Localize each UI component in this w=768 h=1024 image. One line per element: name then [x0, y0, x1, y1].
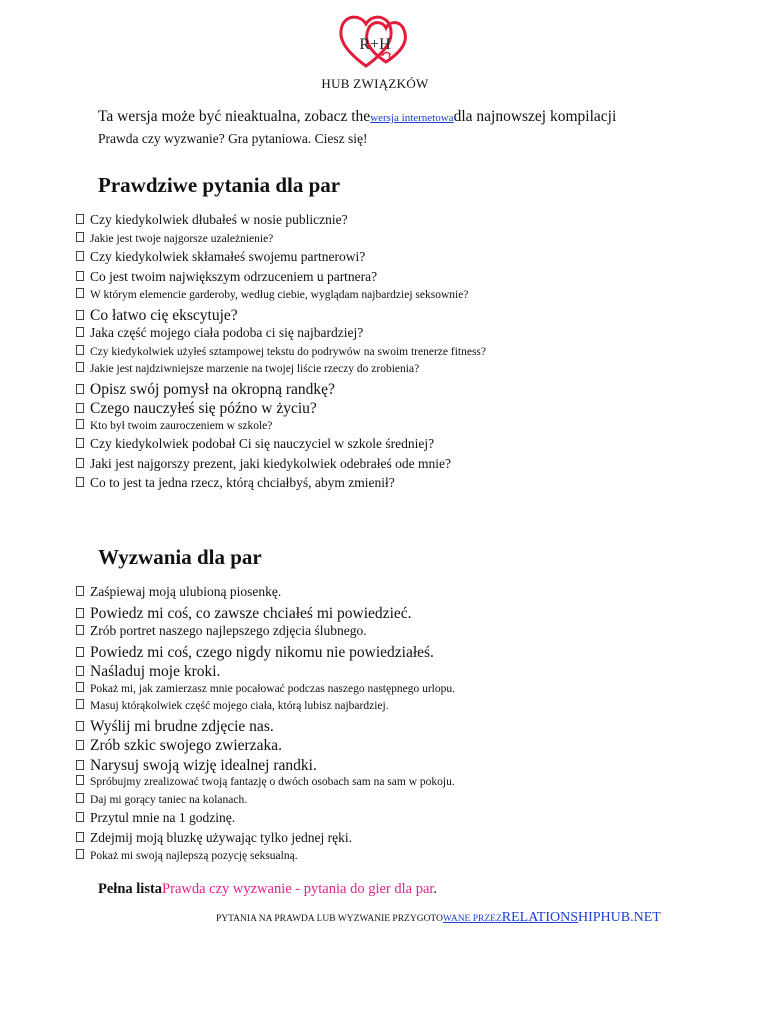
truth-list-item	[76, 232, 486, 250]
checkbox-icon	[76, 721, 84, 731]
truth-item-text: Jakie jest najdziwniejsze marzenie na twojej liście rzeczy do zrobienia?	[90, 363, 420, 375]
dare-item-text: Narysuj swoją wizję idealnej randki.	[90, 756, 317, 774]
checkbox-icon	[76, 438, 84, 448]
footer-site-part1[interactable]: RELATIONS	[501, 910, 578, 925]
logo-name: HUB ZWIĄZKÓW	[321, 76, 429, 91]
truth-item-text: Jaki jest najgorszy prezent, jaki kiedykolwiek odebrałeś ode mnie?	[90, 455, 452, 471]
truth-item-text: Co łatwo cię ekscytuje?	[90, 306, 238, 324]
footer-link-text[interactable]: WANE PRZEZ	[442, 914, 502, 924]
dare-item-text: Zrób szkic swojego zwierzaka.	[90, 737, 282, 754]
dare-item-text: Masuj którąkolwiek część mojego ciała, którą lubisz najbardziej.	[90, 700, 389, 712]
dare-item-text: Przytul mnie na 1 godzinę.	[90, 810, 236, 825]
dare-list-item	[76, 623, 455, 643]
truth-item-text: Jakie jest twoje najgorsze uzależnienie?	[90, 232, 274, 245]
dare-item-text: Powiedz mi coś, co zawsze chciałeś mi powiedzieć.	[90, 604, 412, 622]
truth-list-item	[76, 345, 486, 363]
dare-item-text: Spróbujmy zrealizować twoją fantazję o dwóch osobach sam na sam w pokoju.	[90, 776, 455, 788]
dare-item-text: Wyślij mi brudne zdjęcie nas.	[90, 717, 274, 735]
dare-list-item	[76, 699, 455, 717]
dare-item-text: Daj mi gorący taniec na kolanach.	[90, 793, 248, 806]
dare-list-item	[76, 717, 455, 737]
checkbox-icon	[76, 793, 84, 803]
checkbox-icon	[76, 699, 84, 709]
dare-list-item	[76, 643, 455, 663]
checkbox-icon	[76, 271, 84, 281]
checkbox-icon	[76, 775, 84, 785]
logo	[300, 10, 450, 90]
checkbox-icon	[76, 625, 84, 635]
dare-list-item	[76, 682, 455, 700]
dare-item-text: Naśladuj moje kroki.	[90, 663, 221, 680]
checkbox-icon	[76, 666, 84, 676]
truth-list-item	[76, 419, 486, 437]
checkbox-icon	[76, 214, 84, 224]
full-list-link[interactable]: Prawda czy wyzwanie - pytania do gier dla par	[162, 881, 434, 897]
truth-item-text: Opisz swój pomysł na okropną randkę?	[90, 380, 335, 398]
checkbox-icon	[76, 288, 84, 298]
intro-outdated-notice	[98, 108, 616, 126]
full-list-line	[98, 881, 437, 898]
truth-item-text: Kto był twoim zauroczeniem w szkole?	[90, 419, 273, 432]
truth-item-text: Czy kiedykolwiek dłubałeś w nosie publicznie?	[90, 212, 348, 227]
truth-item-text: Czy kiedykolwiek podobał Ci się nauczyciel w szkole średniej?	[90, 436, 435, 451]
checkbox-icon	[76, 760, 84, 770]
dare-item-text: Zaśpiewaj moją ulubioną piosenkę.	[90, 584, 282, 599]
dare-item-text: Powiedz mi coś, czego nigdy nikomu nie powiedziałeś.	[90, 643, 434, 661]
dare-list-item	[76, 756, 455, 776]
dare-list-item	[76, 604, 455, 624]
dare-list-item	[76, 793, 455, 811]
checkbox-icon	[76, 251, 84, 261]
logo-initials: R+H	[359, 36, 391, 53]
checkbox-icon	[76, 608, 84, 618]
checkbox-icon	[76, 419, 84, 429]
truth-list-item	[76, 399, 486, 419]
full-list-label: Pełna lista	[98, 881, 163, 897]
truth-item-text: Co jest twoim największym odrzuceniem u partnera?	[90, 268, 378, 284]
truth-item-text: Co to jest ta jedna rzecz, którą chciałbyś, abym zmienił?	[90, 475, 395, 490]
dare-list-item	[76, 830, 455, 850]
dare-list-item	[76, 810, 455, 830]
footer-site-part2[interactable]: HIPHUB.NET	[578, 910, 661, 925]
checkbox-icon	[76, 458, 84, 468]
truth-item-text: Czy kiedykolwiek użyłeś sztampowej tekstu do podrywów na swoim trenerze fitness?	[90, 345, 487, 358]
truth-list	[76, 212, 486, 495]
checkbox-icon	[76, 362, 84, 372]
truth-heading: Prawdziwe pytania dla par	[98, 173, 341, 197]
truth-list-item	[76, 306, 486, 326]
dare-list	[76, 584, 455, 867]
footer-prefix: PYTANIA NA PRAWDA LUB WYZWANIE PRZYGOTO	[216, 914, 443, 924]
dare-list-item	[76, 662, 455, 682]
checkbox-icon	[76, 477, 84, 487]
intro-text-before: Ta wersja może być nieaktualna, zobacz the	[98, 108, 371, 125]
truth-item-text: Czego nauczyłeś się późno w życiu?	[90, 400, 317, 417]
checkbox-icon	[76, 849, 84, 859]
intro-subtitle: Prawda czy wyzwanie? Gra pytaniowa. Ciesz się!	[98, 131, 368, 146]
truth-item-text: W którym elemencie garderoby, według ciebie, wyglądam najbardziej seksownie?	[90, 289, 469, 301]
checkbox-icon	[76, 812, 84, 822]
truth-list-item	[76, 249, 486, 269]
dare-list-item	[76, 849, 455, 867]
checkbox-icon	[76, 310, 84, 320]
checkbox-icon	[76, 345, 84, 355]
online-version-link[interactable]: wersja internetowa	[370, 112, 454, 124]
dare-list-item	[76, 584, 455, 604]
checkbox-icon	[76, 232, 84, 242]
truth-list-item	[76, 380, 486, 400]
dare-list-item	[76, 775, 455, 793]
checkbox-icon	[76, 682, 84, 692]
checkbox-icon	[76, 403, 84, 413]
dare-item-text: Pokaż mi, jak zamierzasz mnie pocałować podczas naszego następnego urlopu.	[90, 682, 455, 695]
truth-list-item	[76, 325, 486, 345]
truth-list-item	[76, 456, 486, 476]
dare-item-text: Zrób portret naszego najlepszego zdjęcia ślubnego.	[90, 623, 367, 638]
dare-item-text: Pokaż mi swoją najlepszą pozycję seksualną.	[90, 850, 298, 862]
truth-item-text: Jaka część mojego ciała podoba ci się najbardziej?	[90, 325, 364, 340]
intro-text-after: dla najnowszej kompilacji	[453, 108, 617, 125]
dare-list-item	[76, 736, 455, 756]
dare-heading: Wyzwania dla par	[98, 545, 262, 569]
truth-list-item	[76, 436, 486, 456]
full-list-period: .	[433, 881, 438, 897]
checkbox-icon	[76, 832, 84, 842]
truth-list-item	[76, 288, 486, 306]
truth-list-item	[76, 475, 486, 495]
truth-list-item	[76, 362, 486, 380]
truth-item-text: Czy kiedykolwiek skłamałeś swojemu partnerowi?	[90, 249, 366, 264]
checkbox-icon	[76, 327, 84, 337]
checkbox-icon	[76, 740, 84, 750]
checkbox-icon	[76, 586, 84, 596]
truth-list-item	[76, 212, 486, 232]
dare-item-text: Zdejmij moją bluzkę używając tylko jednej ręki.	[90, 829, 353, 845]
footer-credit	[216, 910, 661, 926]
truth-list-item	[76, 269, 486, 289]
checkbox-icon	[76, 384, 84, 394]
checkbox-icon	[76, 647, 84, 657]
